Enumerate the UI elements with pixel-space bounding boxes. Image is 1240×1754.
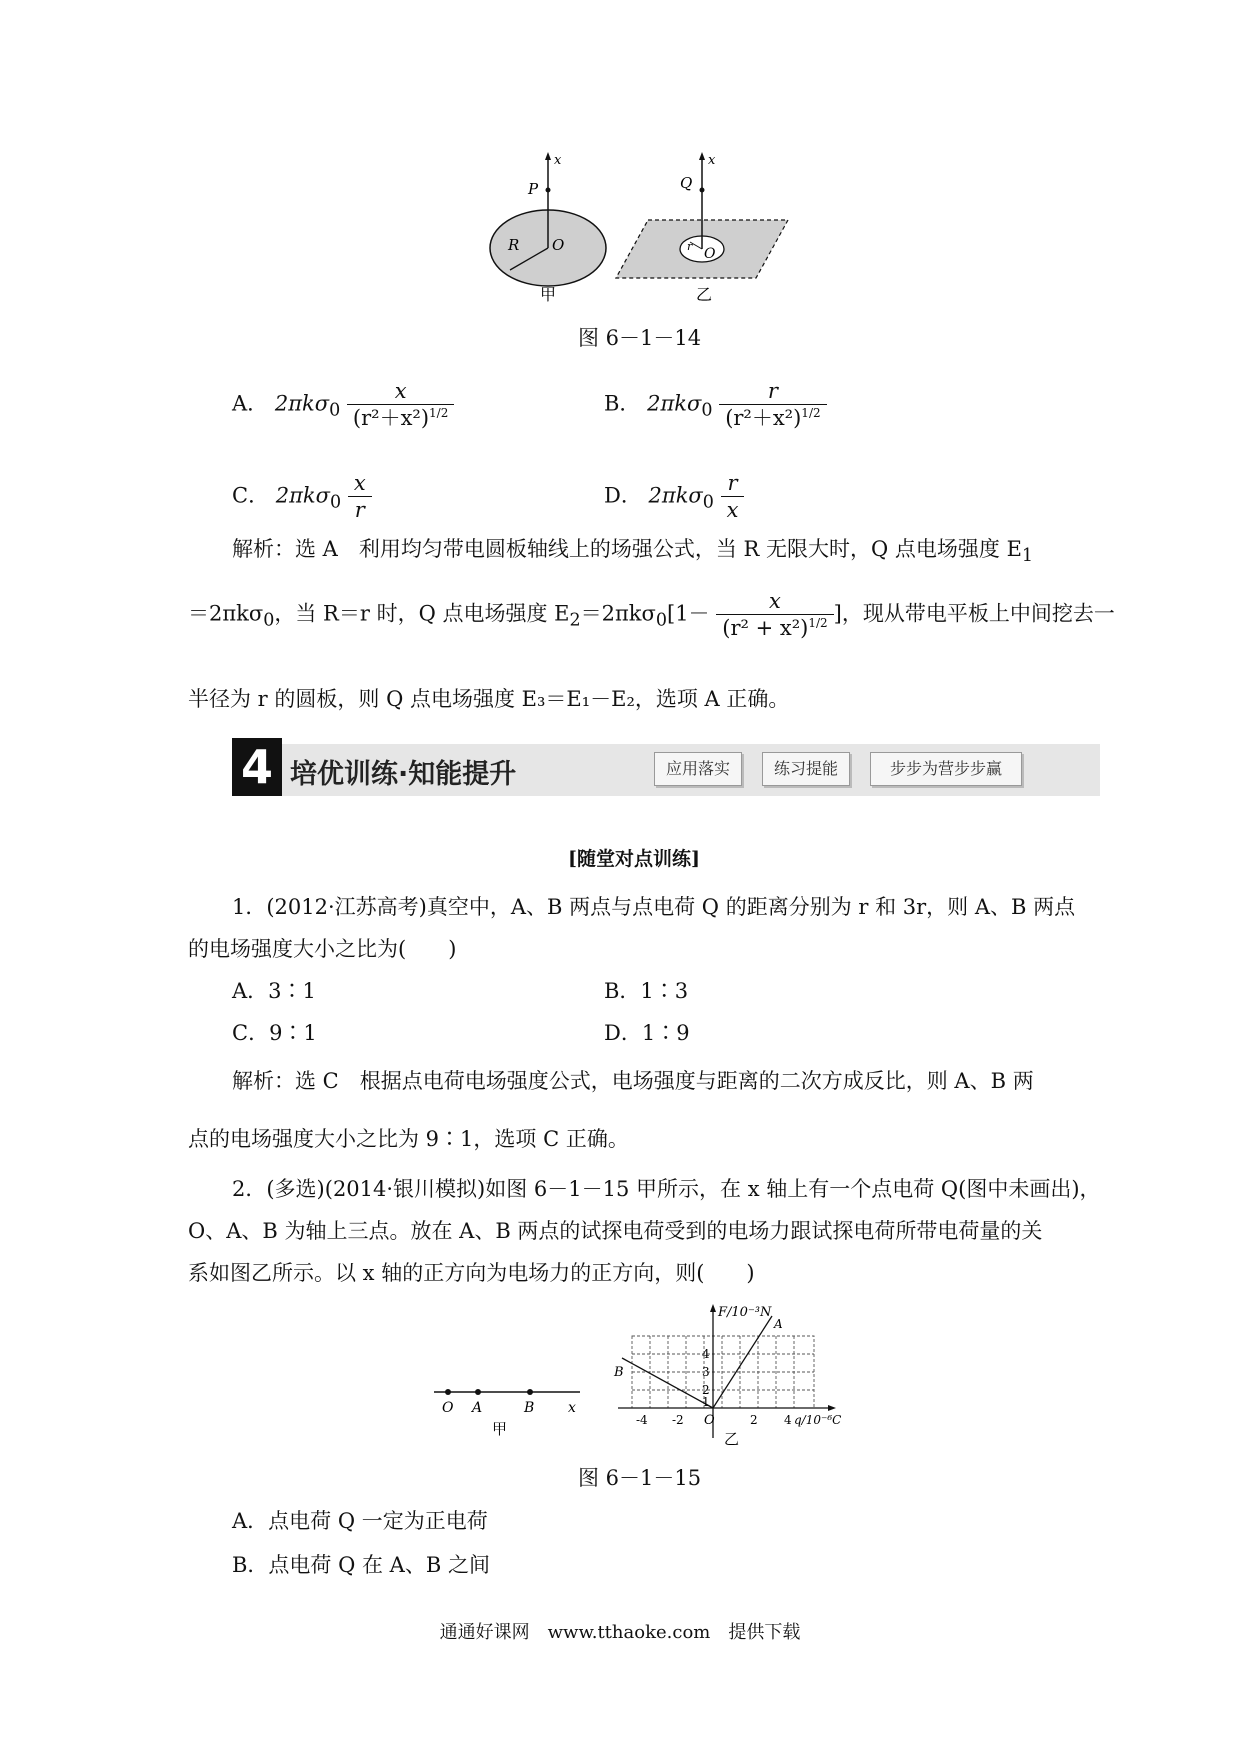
option-A: A． 2πkσ$_0$ $\frac{x}{(r^2+x^2)^{1/2}}$ bbox=[232, 378, 454, 432]
q2-option-A: A．点电荷 Q 一定为正电荷 bbox=[232, 1509, 488, 1533]
q2-stem-3: 系如图乙所示。以 x 轴的正方向为电场力的正方向，则( ) bbox=[188, 1261, 755, 1285]
label-r: r bbox=[687, 240, 693, 253]
figure-right-label: 乙 bbox=[696, 285, 713, 304]
q1-stem-2: 的电场强度大小之比为( ) bbox=[188, 937, 457, 961]
section-number: 4 bbox=[232, 738, 282, 796]
label-R: R bbox=[508, 236, 520, 254]
chart-line-B: B bbox=[614, 1365, 624, 1380]
option-D: D． 2πkσ$_0$ $\frac{r}{x}$ bbox=[604, 470, 744, 524]
figure-caption-1: 图 6－1－14 bbox=[578, 326, 702, 350]
q2-stem-1: 2．(多选)(2014·银川模拟)如图 6－1－15 甲所示，在 x 轴上有一个点电荷 Q(图中未画出)， bbox=[232, 1177, 1101, 1201]
label-x-right: x bbox=[708, 153, 716, 168]
ytick-4: 4 bbox=[702, 1347, 710, 1361]
figure-6-1-14 bbox=[480, 150, 810, 310]
footer: 通通好课网 www.tthaoke.com 提供下载 bbox=[439, 1622, 801, 1643]
ytick-3: 3 bbox=[702, 1365, 710, 1379]
figure-6-1-15-right bbox=[612, 1298, 862, 1448]
chart-ylabel: F/10⁻³N bbox=[718, 1305, 772, 1320]
q2-stem-2: O、A、B 为轴上三点。放在 A、B 两点的试探电荷受到的电场力跟试探电荷所带电荷量的关 bbox=[188, 1219, 1043, 1243]
tab-step-by-step[interactable]: 步步为营步步赢 bbox=[870, 752, 1022, 786]
section-title: 培优训练·知能提升 bbox=[290, 759, 517, 790]
fig-left-label: 甲 bbox=[492, 1420, 508, 1436]
option-C: C． 2πkσ$_0$ $\frac{x}{r}$ bbox=[232, 470, 372, 524]
xtick-O: O bbox=[704, 1413, 715, 1428]
option-C-fraction: $\frac{x}{r}$ bbox=[348, 470, 372, 524]
point-A: A bbox=[472, 1400, 483, 1416]
figure-6-1-15-left bbox=[430, 1380, 590, 1436]
chart-xlabel: q/10⁻⁶C bbox=[794, 1413, 842, 1427]
analysis-1-line-2: ＝2πkσ$_0$，当 R＝r 时，Q 点电场强度 $E_2=2\pi k\sigma_0[1-$ $\frac{x}{(r^2 + x^2)^{1/2}}$ ]，现从带电平板上中间挖去一 bbox=[188, 589, 1115, 641]
option-B-fraction: $\frac{r}{(r^2+x^2)^{1/2}}$ bbox=[719, 378, 826, 432]
ytick-1: 1 bbox=[702, 1395, 710, 1409]
subheading: [随堂对点训练] bbox=[568, 848, 700, 870]
q2-option-B: B．点电荷 Q 在 A、B 之间 bbox=[232, 1553, 490, 1577]
xtick-neg2: -2 bbox=[672, 1413, 684, 1427]
xtick-2: 2 bbox=[750, 1413, 758, 1427]
point-B: B bbox=[524, 1400, 535, 1416]
figure-caption-2: 图 6－1－15 bbox=[578, 1466, 702, 1490]
xtick-4: 4 bbox=[784, 1413, 792, 1427]
analysis-1-line-1: 解析：选 A 利用均匀带电圆板轴线上的场强公式，当 R 无限大时，Q 点电场强度 $E_1$ bbox=[232, 537, 1034, 567]
chart-line-A: A bbox=[774, 1317, 783, 1331]
label-x-left: x bbox=[554, 153, 562, 168]
xtick-neg4: -4 bbox=[636, 1413, 648, 1427]
point-O: O bbox=[442, 1400, 454, 1416]
q1-option-B: B．1∶3 bbox=[604, 979, 689, 1003]
point-x: x bbox=[568, 1400, 576, 1416]
option-D-fraction: $\frac{r}{x}$ bbox=[721, 470, 745, 524]
option-B: B． 2πkσ$_0$ $\frac{r}{(r^2+x^2)^{1/2}}$ bbox=[604, 378, 827, 432]
analysis-1-line-3: 半径为 r 的圆板，则 Q 点电场强度 E₃＝E₁－E₂，选项 A 正确。 bbox=[188, 687, 790, 711]
fig-right-label: 乙 bbox=[724, 1430, 740, 1448]
ytick-2: 2 bbox=[702, 1383, 710, 1397]
q1-stem-1: 1．(2012·江苏高考)真空中，A、B 两点与点电荷 Q 的距离分别为 r 和 3r，则 A、B 两点 bbox=[232, 895, 1076, 919]
q1-option-A: A．3∶1 bbox=[232, 979, 316, 1003]
q1-analysis-2: 点的电场强度大小之比为 9∶1，选项 C 正确。 bbox=[188, 1127, 629, 1151]
q1-option-C: C．9∶1 bbox=[232, 1021, 317, 1045]
figure-left-label: 甲 bbox=[540, 285, 557, 304]
option-A-fraction: $\frac{x}{(r^2+x^2)^{1/2}}$ bbox=[347, 378, 454, 432]
label-O-right: O bbox=[704, 246, 716, 262]
q1-analysis-1: 解析：选 C 根据点电荷电场强度公式，电场强度与距离的二次方成反比，则 A、B 两 bbox=[232, 1069, 1034, 1093]
analysis-fraction: $\frac{x}{(r^2 + x^2)^{1/2}}$ bbox=[716, 588, 833, 642]
label-Q: Q bbox=[680, 174, 693, 192]
label-O-left: O bbox=[552, 236, 565, 254]
tab-practice[interactable]: 练习提能 bbox=[762, 752, 850, 786]
label-P: P bbox=[528, 180, 539, 198]
tab-apply[interactable]: 应用落实 bbox=[654, 752, 742, 786]
q1-option-D: D．1∶9 bbox=[604, 1021, 690, 1045]
